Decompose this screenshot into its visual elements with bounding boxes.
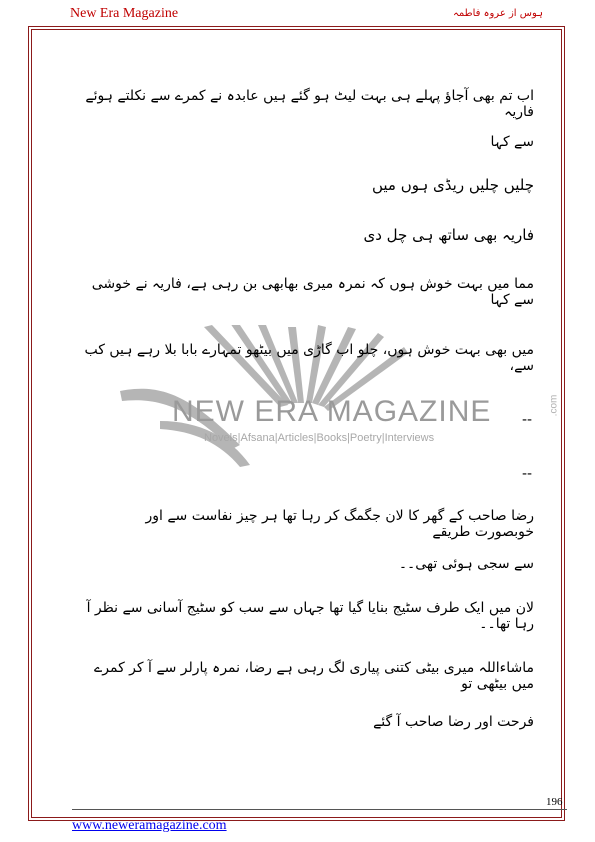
paragraph-line: چلیں چلیں ریڈی ہوں میں xyxy=(371,176,534,194)
page-number: 196 xyxy=(546,796,563,808)
paragraph-line: اب تم بھی آجاؤ پہلے ہی بہت لیٹ ہو گئے ہیں عابدہ نے کمرے سے نکلتے ہوئے فاریہ xyxy=(85,88,534,120)
watermark-title: NEW ERA MAGAZINE xyxy=(172,395,492,428)
story-body xyxy=(82,78,534,730)
paragraph-line: ماشاءاللہ میری بیٹی کتنی پیاری لگ رہی ہے رضا، نمرہ پارلر سے آ کر کمرے میں بیٹھی تو xyxy=(94,660,534,692)
magazine-name: New Era Magazine xyxy=(70,6,179,21)
paragraph-line: سے کہا xyxy=(490,134,534,150)
paragraph-line: سے سجی ہوئی تھی۔۔ xyxy=(398,556,534,572)
paragraph-line: فاریہ بھی ساتھ ہی چل دی xyxy=(363,226,534,244)
watermark-domain: .com xyxy=(548,394,560,417)
paragraph-line: فرحت اور رضا صاحب آ گئے xyxy=(373,714,534,730)
story-title-author: ہوس از عروہ فاطمہ xyxy=(453,8,543,19)
paragraph-line: مما میں بہت خوش ہوں کہ نمرہ میری بھابھی بن رہی ہے، فاریہ نے خوشی سے کہا xyxy=(91,276,534,308)
paragraph-line: -- xyxy=(522,466,533,482)
footer-divider xyxy=(72,809,567,810)
paragraph-line: رضا صاحب کے گھر کا لان جگمگ کر رہا تھا ہر چیز نفاست سے اور خوبصورت طریقے xyxy=(145,508,534,540)
paragraph-line: -- xyxy=(522,412,533,428)
watermark-subtitle: Novels|Afsana|Articles|Books|Poetry|Interviews xyxy=(204,432,435,444)
paragraph-line: لان میں ایک طرف سٹیج بنایا گیا تھا جہاں سے سب کو سٹیج آسانی سے نظر آ رہا تھا۔۔ xyxy=(86,600,534,632)
paragraph-line: میں بھی بہت خوش ہوں، چلو اب گاڑی میں بیٹھو تمہارے بابا بلا رہے ہیں کب سے، xyxy=(84,342,534,374)
footer-link[interactable]: www.neweramagazine.com xyxy=(72,818,227,833)
